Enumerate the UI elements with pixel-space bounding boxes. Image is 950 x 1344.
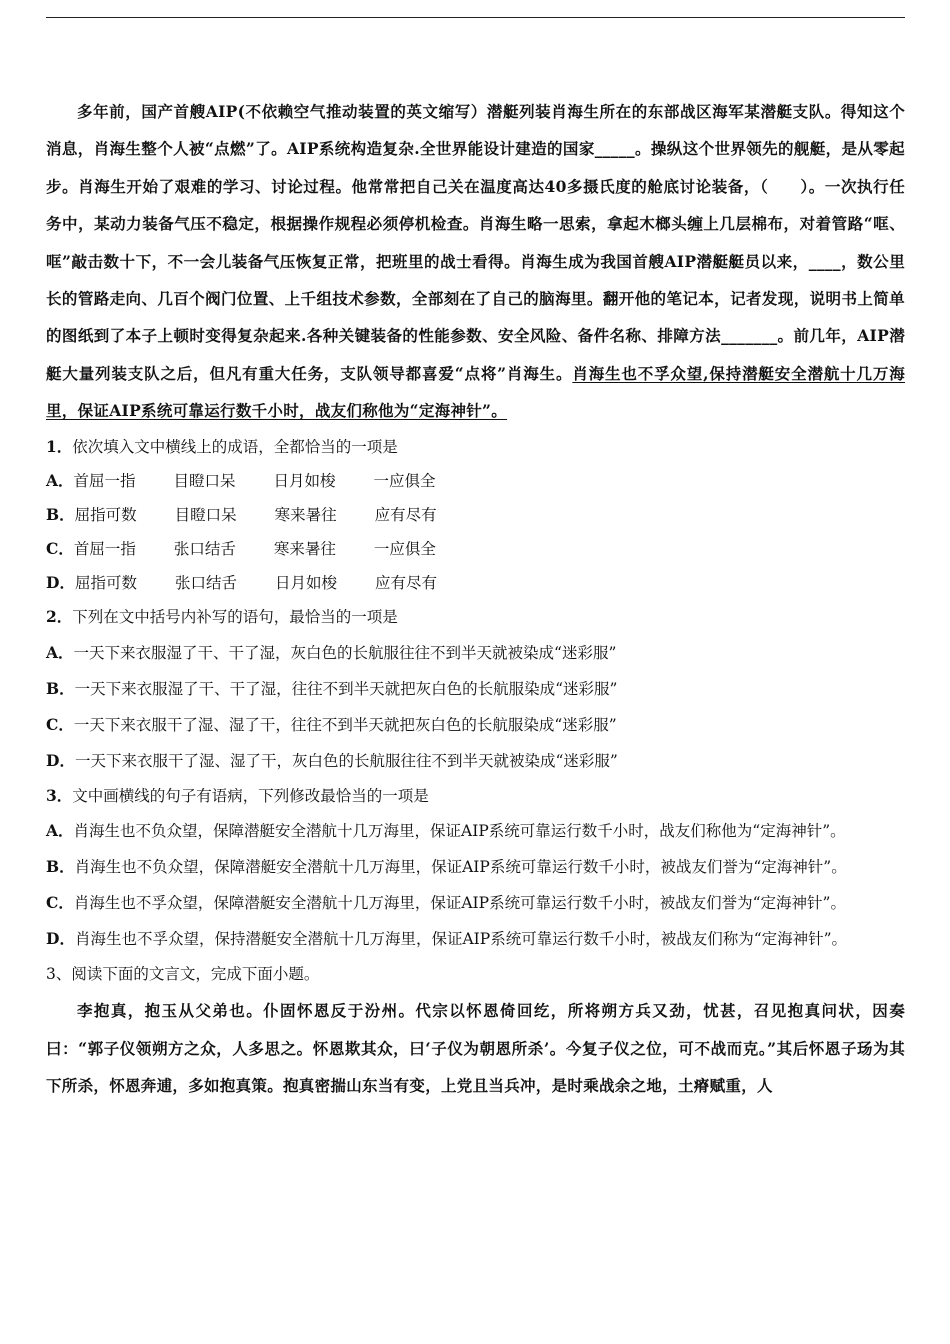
option-item: 应有尽有	[374, 574, 437, 593]
option-text: 一天下来衣服干了湿、湿了干，往往不到半天就把灰白色的长航服染成“迷彩服”	[73, 715, 617, 734]
option-item: 首屈一指	[73, 540, 136, 559]
option-item: 寒来暑往	[273, 540, 336, 559]
option-label: C．	[46, 893, 74, 913]
option-item: 目瞪口呆	[174, 506, 237, 525]
q2-option-d	[46, 743, 905, 779]
q2-option-b	[46, 671, 905, 707]
option-text: 肖海生也不负众望，保障潜艇安全潜航十几万海里，保证AIP系统可靠运行数千小时，被战友们誉为“定海神针”。	[74, 858, 847, 877]
option-text: 一天下来衣服湿了干、干了湿，灰白色的长航服往往不到半天就被染成“迷彩服”	[73, 643, 617, 662]
passage-text: 多年前，国产首艘AIP(不依赖空气推动装置的英文缩写）潜艇列装肖海生所在的东部战区海军某潜艇支队。得知这个消息，肖海生整个人被“点燃”了。AIP系统构造复杂.全世界能设计建造的国家_____。操纵这个世界领先的舰艇，是从零起步。肖海生开始了艰难的学习、讨论过程。他常常把自己关在温度高达40多摄氏度的舱底讨论装备，（ ）。一次执行任务中，某动力装备气压不稳定，根据操作规程必须停机检查。肖海生略一思索，拿起木榔头缠上几层棉布，对着管路“哐、哐”敲击数十下，不一会儿装备气压恢复正常，把班里的战士看得。肖海生成为我国首艘AIP潜艇艇员以来，____，数公里长的管路走向、几百个阀门位置、上千组技术参数，全部刻在了自己的脑海里。翻开他的笔记本，记者发现，说明书上简单的图纸到了本子上顿时变得复杂起来.各种关键装备的性能参数、安全风险、备件名称、排障方法_______。前几年，AIP潜艇大量列装支队之后，但凡有重大任务，支队领导都喜爱“点将”肖海生。	[46, 102, 905, 383]
option-label: A．	[46, 821, 74, 841]
option-label: A．	[46, 642, 74, 662]
question-3-options	[46, 813, 905, 957]
option-item: 一应俱全	[373, 472, 436, 491]
option-item: 日月如梭	[273, 472, 336, 491]
question-text: 文中画横线的句子有语病，下列修改最恰当的一项是	[72, 786, 429, 805]
option-label: D．	[46, 750, 75, 770]
q1-option-d	[46, 566, 905, 600]
question-text: 下列在文中括号内补写的语句，最恰当的一项是	[72, 608, 398, 627]
option-label: D．	[46, 929, 75, 949]
option-item: 首屈一指	[73, 472, 136, 491]
q1-option-c	[46, 532, 905, 566]
passage-paragraph	[46, 93, 905, 430]
q3-option-d	[46, 921, 905, 957]
option-item: 张口结舌	[174, 574, 237, 593]
option-item: 一应俱全	[373, 540, 436, 559]
option-text: 肖海生也不负众望，保障潜艇安全潜航十几万海里，保证AIP系统可靠运行数千小时，战友们称他为“定海神针”。	[73, 822, 846, 841]
header-rule	[46, 17, 905, 18]
option-item: 屈指可数	[74, 506, 137, 525]
option-item: 日月如梭	[274, 574, 337, 593]
option-item: 屈指可数	[74, 574, 137, 593]
q3-option-b	[46, 849, 905, 885]
option-text: 肖海生也不孚众望，保持潜艇安全潜航十几万海里，保证AIP系统可靠运行数千小时，被战友们称为“定海神针”。	[74, 930, 848, 949]
q1-option-a	[46, 464, 905, 498]
q3-option-a	[46, 813, 905, 849]
question-2-stem	[46, 600, 905, 635]
question-number: 1．	[46, 436, 73, 456]
question-3-stem	[46, 779, 905, 814]
option-label: C．	[46, 714, 74, 734]
option-label: B．	[46, 857, 75, 877]
option-text: 一天下来衣服湿了干、干了湿，往往不到半天就把灰白色的长航服染成“迷彩服”	[74, 679, 618, 698]
option-item: 寒来暑往	[274, 506, 337, 525]
option-label: A．	[46, 471, 74, 491]
option-item: 应有尽有	[374, 506, 437, 525]
q1-option-b	[46, 498, 905, 532]
option-item: 张口结舌	[173, 540, 236, 559]
question-1-stem	[46, 430, 905, 465]
option-label: B．	[46, 505, 75, 525]
question-text: 依次填入文中横线上的成语，全都恰当的一项是	[72, 437, 398, 456]
option-label: D．	[46, 573, 75, 593]
option-text: 肖海生也不孚众望，保障潜艇安全潜航十几万海里，保证AIP系统可靠运行数千小时，被战友们誉为“定海神针”。	[73, 894, 846, 913]
option-label: B．	[46, 678, 75, 698]
passage-underlined-sentence: 肖海生也不孚众望,保持潜艇安全潜航十几万海里，保证AIP系统可靠运行数千小时，战友们称他为“定海神针”。	[46, 363, 906, 421]
option-text: 一天下来衣服干了湿、湿了干，灰白色的长航服往往不到半天就被染成“迷彩服”	[74, 751, 618, 770]
section-3-heading: 3、阅读下面的文言文，完成下面小题。	[46, 965, 320, 984]
document-body	[46, 93, 905, 1105]
q2-option-c	[46, 707, 905, 743]
question-number: 3．	[46, 785, 73, 805]
q3-option-c	[46, 885, 905, 921]
classical-passage: 李抱真，抱玉从父弟也。仆固怀恩反于汾州。代宗以怀恩倚回纥，所将朔方兵又劲，忧甚，召见抱真问状，因奏曰：“郭子仪领朔方之众，人多思之。怀恩欺其众，曰‘子仪为朝恩所杀’。今复子仪之位，可不战而克。”其后怀恩子玚为其下所杀，怀恩奔逋，多如抱真策。抱真密揣山东当有变，上党且当兵冲，是时乘战余之地，土瘠赋重，人	[46, 1001, 905, 1096]
option-label: C．	[46, 539, 74, 559]
question-1-options	[46, 464, 905, 600]
question-2-options	[46, 635, 905, 779]
q2-option-a	[46, 635, 905, 671]
option-item: 目瞪口呆	[173, 472, 236, 491]
question-number: 2．	[46, 607, 73, 627]
